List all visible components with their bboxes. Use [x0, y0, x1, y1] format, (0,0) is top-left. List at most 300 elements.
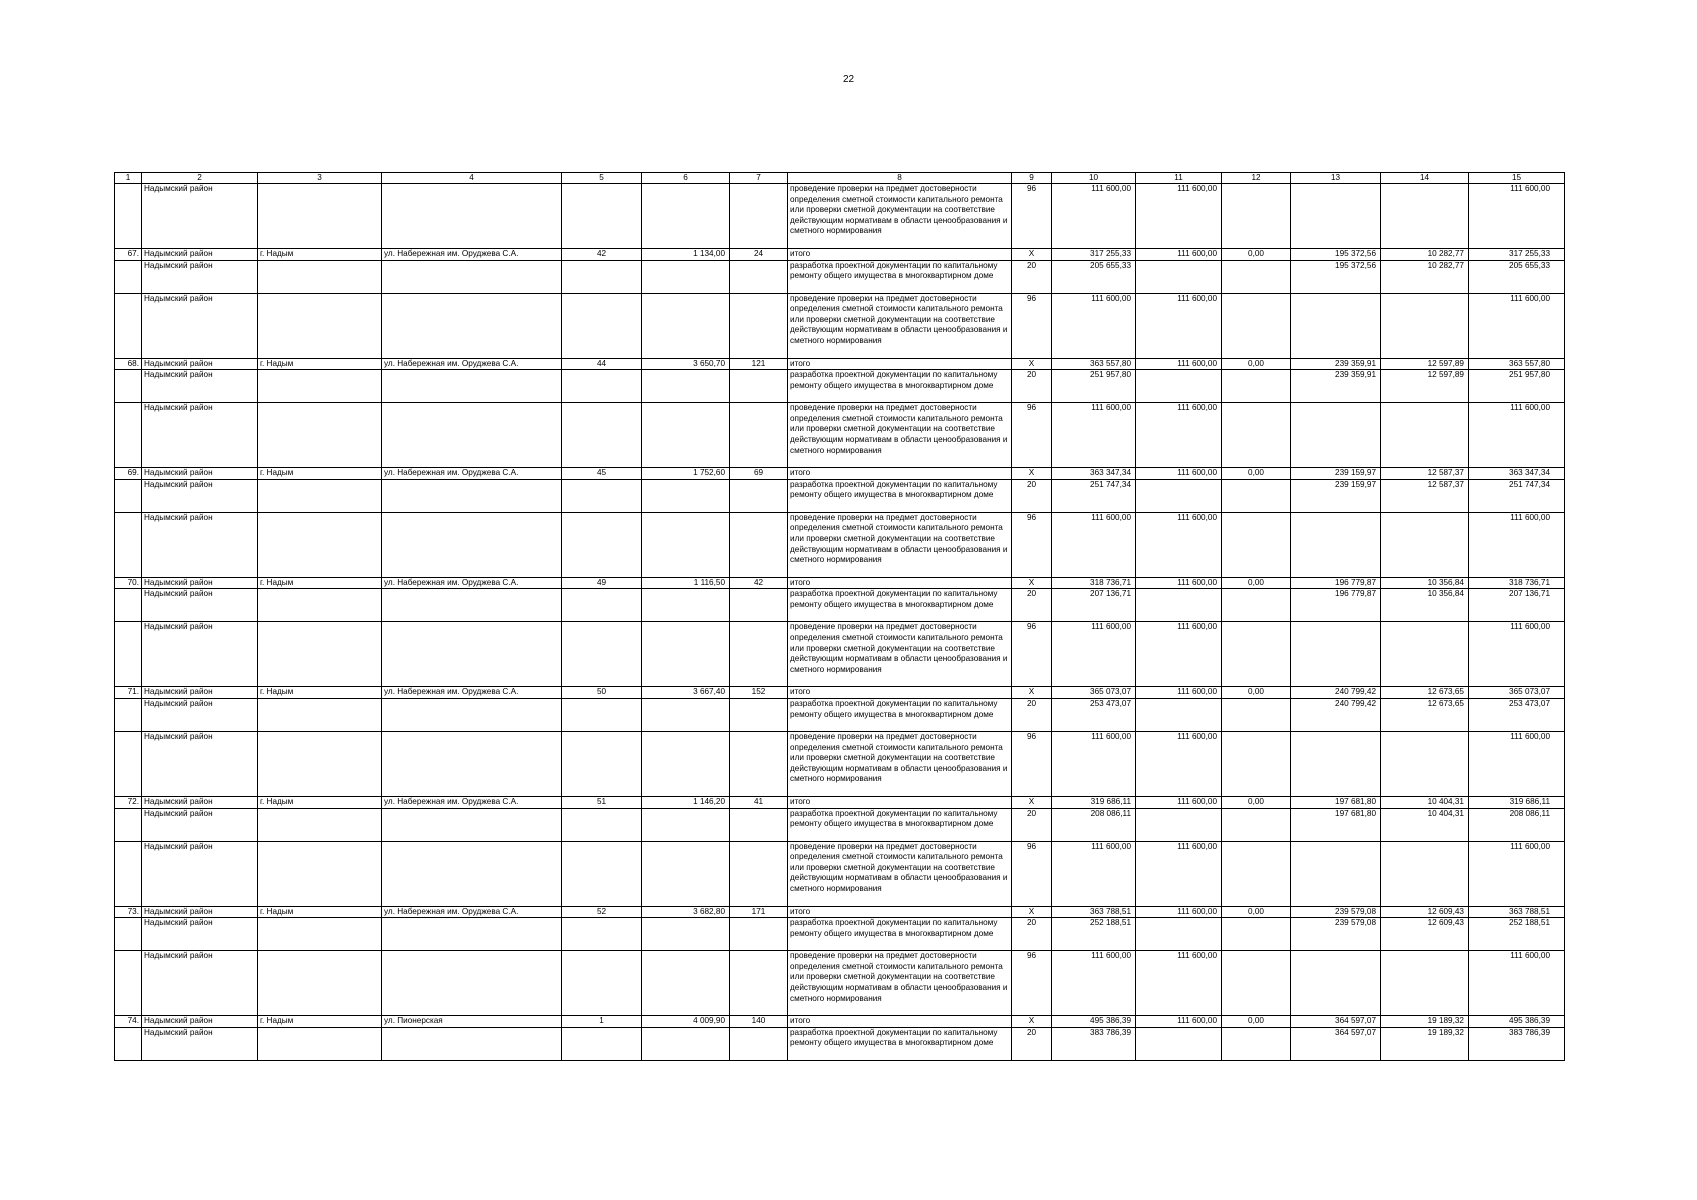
table-row: [115, 577, 1565, 589]
cell-subsidy: 197 681,80: [1291, 808, 1381, 841]
cell-num: [115, 731, 142, 796]
cell-city: г. Надым: [258, 577, 382, 589]
cell-total: 251 957,80: [1052, 370, 1136, 403]
cell-code: 20: [1012, 479, 1052, 512]
header-cell-fund: 11: [1136, 173, 1222, 184]
cell-work: итого: [788, 358, 1012, 370]
cell-city: г. Надым: [258, 468, 382, 480]
cell-work: проведение проверки на предмет достоверности определения сметной стоимости капитального ремонта или проверки сметной документации на соответствие действующим нормативам в области ценообразования и сметного нормирования: [788, 731, 1012, 796]
cell-subsidy: 240 799,42: [1291, 687, 1381, 699]
cell-area: [642, 479, 730, 512]
cell-work: проведение проверки на предмет достоверности определения сметной стоимости капитального ремонта или проверки сметной документации на соответствие действующим нормативам в области ценообразования и сметного нормирования: [788, 293, 1012, 358]
cell-street: ул. Набережная им. Оруджева С.А.: [382, 358, 562, 370]
cell-fund: 111 600,00: [1136, 249, 1222, 261]
cell-work: проведение проверки на предмет достоверности определения сметной стоимости капитального ремонта или проверки сметной документации на соответствие действующим нормативам в области ценообразования и сметного нормирования: [788, 622, 1012, 687]
table-row: [115, 622, 1565, 687]
cell-district: Надымский район: [142, 841, 258, 906]
cell-fund: 111 600,00: [1136, 293, 1222, 358]
cell-fund: 111 600,00: [1136, 622, 1222, 687]
cell-street: [382, 808, 562, 841]
cell-code: 96: [1012, 841, 1052, 906]
header-cell-residents: 7: [730, 173, 788, 184]
cell-sum: 318 736,71: [1469, 577, 1565, 589]
cell-subsidy: 239 159,97: [1291, 468, 1381, 480]
cell-residents: [730, 698, 788, 731]
cell-city: г. Надым: [258, 796, 382, 808]
cell-district: Надымский район: [142, 622, 258, 687]
cell-area: [642, 622, 730, 687]
cell-total: 111 600,00: [1052, 403, 1136, 468]
cell-subsidy: [1291, 293, 1381, 358]
cell-house: 44: [562, 358, 642, 370]
cell-code: 96: [1012, 512, 1052, 577]
cell-sum: 251 747,34: [1469, 479, 1565, 512]
header-row: [115, 173, 1565, 184]
cell-residents: 69: [730, 468, 788, 480]
cell-num: [115, 622, 142, 687]
cell-budget: 0,00: [1222, 796, 1291, 808]
cell-city: [258, 808, 382, 841]
cell-sum: 111 600,00: [1469, 731, 1565, 796]
cell-work: проведение проверки на предмет достоверности определения сметной стоимости капитального ремонта или проверки сметной документации на соответствие действующим нормативам в области ценообразования и сметного нормирования: [788, 512, 1012, 577]
cell-sum: 205 655,33: [1469, 260, 1565, 293]
cell-total: 208 086,11: [1052, 808, 1136, 841]
cell-sum: 252 188,51: [1469, 918, 1565, 951]
cell-code: 20: [1012, 698, 1052, 731]
cell-residents: 171: [730, 906, 788, 918]
cell-house: 42: [562, 249, 642, 261]
cell-budget: [1222, 293, 1291, 358]
cell-district: Надымский район: [142, 1027, 258, 1060]
cell-work: итого: [788, 1016, 1012, 1028]
cell-work: итого: [788, 796, 1012, 808]
cell-budget: 0,00: [1222, 906, 1291, 918]
table-row: [115, 293, 1565, 358]
cell-street: [382, 403, 562, 468]
cell-cofin: 12 609,43: [1381, 918, 1469, 951]
cell-fund: [1136, 698, 1222, 731]
cell-street: [382, 184, 562, 249]
cell-total: 111 600,00: [1052, 622, 1136, 687]
table-row: [115, 918, 1565, 951]
cell-house: [562, 841, 642, 906]
cell-total: 111 600,00: [1052, 293, 1136, 358]
cell-work: проведение проверки на предмет достоверности определения сметной стоимости капитального ремонта или проверки сметной документации на соответствие действующим нормативам в области ценообразования и сметного нормирования: [788, 841, 1012, 906]
cell-work: проведение проверки на предмет достоверности определения сметной стоимости капитального ремонта или проверки сметной документации на соответствие действующим нормативам в области ценообразования и сметного нормирования: [788, 184, 1012, 249]
cell-sum: 495 386,39: [1469, 1016, 1565, 1028]
cell-cofin: [1381, 951, 1469, 1016]
cell-code: X: [1012, 796, 1052, 808]
cell-house: [562, 403, 642, 468]
cell-num: [115, 698, 142, 731]
cell-street: ул. Набережная им. Оруджева С.А.: [382, 468, 562, 480]
page-number: 22: [842, 74, 855, 85]
cell-house: [562, 731, 642, 796]
cell-district: Надымский район: [142, 698, 258, 731]
cell-budget: [1222, 951, 1291, 1016]
cell-subsidy: [1291, 731, 1381, 796]
cell-num: 67.: [115, 249, 142, 261]
header-cell-city: 3: [258, 173, 382, 184]
cell-house: [562, 918, 642, 951]
cell-sum: 111 600,00: [1469, 293, 1565, 358]
cell-area: [642, 512, 730, 577]
cell-cofin: 12 597,89: [1381, 370, 1469, 403]
cell-num: 72.: [115, 796, 142, 808]
cell-residents: [730, 479, 788, 512]
cell-area: [642, 260, 730, 293]
cell-code: 96: [1012, 951, 1052, 1016]
cell-district: Надымский район: [142, 358, 258, 370]
cell-total: 317 255,33: [1052, 249, 1136, 261]
header-cell-num: 1: [115, 173, 142, 184]
table-row: [115, 1027, 1565, 1060]
cell-num: [115, 260, 142, 293]
cell-code: 20: [1012, 260, 1052, 293]
cell-total: 111 600,00: [1052, 512, 1136, 577]
cell-district: Надымский район: [142, 512, 258, 577]
table-row: [115, 589, 1565, 622]
cell-house: [562, 479, 642, 512]
header-cell-street: 4: [382, 173, 562, 184]
table-row: [115, 479, 1565, 512]
cell-city: [258, 589, 382, 622]
cell-cofin: 10 404,31: [1381, 796, 1469, 808]
cell-num: [115, 479, 142, 512]
cell-code: 20: [1012, 370, 1052, 403]
table-row: [115, 698, 1565, 731]
cell-code: X: [1012, 577, 1052, 589]
cell-district: Надымский район: [142, 808, 258, 841]
cell-num: 70.: [115, 577, 142, 589]
cell-total: 111 600,00: [1052, 841, 1136, 906]
header-cell-house: 5: [562, 173, 642, 184]
cell-budget: 0,00: [1222, 1016, 1291, 1028]
cell-cofin: [1381, 184, 1469, 249]
cell-district: Надымский район: [142, 184, 258, 249]
cell-area: 1 116,50: [642, 577, 730, 589]
cell-area: [642, 731, 730, 796]
cell-residents: [730, 293, 788, 358]
cell-sum: 319 686,11: [1469, 796, 1565, 808]
cell-subsidy: [1291, 512, 1381, 577]
cell-num: [115, 184, 142, 249]
cell-district: Надымский район: [142, 796, 258, 808]
cell-sum: 111 600,00: [1469, 512, 1565, 577]
cell-residents: [730, 918, 788, 951]
cell-work: разработка проектной документации по капитальному ремонту общего имущества в многоквартирном доме: [788, 260, 1012, 293]
cell-city: [258, 731, 382, 796]
cell-code: X: [1012, 687, 1052, 699]
cell-code: X: [1012, 906, 1052, 918]
cell-district: Надымский район: [142, 731, 258, 796]
cell-sum: 383 786,39: [1469, 1027, 1565, 1060]
cell-code: X: [1012, 358, 1052, 370]
cell-area: 3 650,70: [642, 358, 730, 370]
cell-subsidy: 196 779,87: [1291, 589, 1381, 622]
cell-area: 4 009,90: [642, 1016, 730, 1028]
table-row: [115, 512, 1565, 577]
cell-num: 71.: [115, 687, 142, 699]
cell-fund: 111 600,00: [1136, 841, 1222, 906]
cell-street: [382, 698, 562, 731]
cell-area: [642, 1027, 730, 1060]
table-row: [115, 1016, 1565, 1028]
cell-num: [115, 1027, 142, 1060]
cell-sum: 111 600,00: [1469, 403, 1565, 468]
cell-district: Надымский район: [142, 589, 258, 622]
cell-cofin: [1381, 841, 1469, 906]
table-row: [115, 468, 1565, 480]
cell-house: [562, 589, 642, 622]
cell-num: 68.: [115, 358, 142, 370]
cell-city: г. Надым: [258, 1016, 382, 1028]
table-row: [115, 260, 1565, 293]
cell-cofin: 10 282,77: [1381, 260, 1469, 293]
cell-street: [382, 918, 562, 951]
cell-num: [115, 918, 142, 951]
cell-area: [642, 293, 730, 358]
cell-residents: [730, 403, 788, 468]
cell-street: ул. Набережная им. Оруджева С.А.: [382, 577, 562, 589]
cell-area: [642, 403, 730, 468]
cell-subsidy: 239 159,97: [1291, 479, 1381, 512]
cell-street: [382, 951, 562, 1016]
cell-fund: 111 600,00: [1136, 577, 1222, 589]
cell-cofin: 12 587,37: [1381, 468, 1469, 480]
cell-cofin: 10 282,77: [1381, 249, 1469, 261]
cell-total: 318 736,71: [1052, 577, 1136, 589]
cell-fund: [1136, 1027, 1222, 1060]
cell-work: разработка проектной документации по капитальному ремонту общего имущества в многоквартирном доме: [788, 589, 1012, 622]
cell-total: 207 136,71: [1052, 589, 1136, 622]
cell-residents: [730, 841, 788, 906]
cell-subsidy: [1291, 184, 1381, 249]
cell-num: [115, 370, 142, 403]
cell-city: г. Надым: [258, 358, 382, 370]
cell-subsidy: [1291, 841, 1381, 906]
cell-budget: [1222, 512, 1291, 577]
cell-total: 363 557,80: [1052, 358, 1136, 370]
cell-city: [258, 698, 382, 731]
cell-city: [258, 1027, 382, 1060]
cell-fund: 111 600,00: [1136, 184, 1222, 249]
table-row: [115, 808, 1565, 841]
cell-subsidy: 197 681,80: [1291, 796, 1381, 808]
cell-fund: 111 600,00: [1136, 468, 1222, 480]
cell-city: [258, 622, 382, 687]
cell-cofin: [1381, 622, 1469, 687]
cell-city: [258, 293, 382, 358]
cell-cofin: 10 404,31: [1381, 808, 1469, 841]
cell-sum: 363 788,51: [1469, 906, 1565, 918]
cell-fund: 111 600,00: [1136, 906, 1222, 918]
cell-cofin: [1381, 403, 1469, 468]
cell-num: 69.: [115, 468, 142, 480]
cell-residents: 140: [730, 1016, 788, 1028]
cell-total: 383 786,39: [1052, 1027, 1136, 1060]
cell-residents: [730, 589, 788, 622]
cell-code: X: [1012, 468, 1052, 480]
cell-subsidy: 239 579,08: [1291, 906, 1381, 918]
cell-city: г. Надым: [258, 249, 382, 261]
cell-work: итого: [788, 577, 1012, 589]
cell-total: 205 655,33: [1052, 260, 1136, 293]
cell-area: 3 667,40: [642, 687, 730, 699]
cell-city: [258, 370, 382, 403]
cell-work: проведение проверки на предмет достоверности определения сметной стоимости капитального ремонта или проверки сметной документации на соответствие действующим нормативам в области ценообразования и сметного нормирования: [788, 403, 1012, 468]
cell-budget: [1222, 731, 1291, 796]
cell-house: [562, 260, 642, 293]
cell-subsidy: 240 799,42: [1291, 698, 1381, 731]
cell-city: [258, 918, 382, 951]
cell-code: 96: [1012, 184, 1052, 249]
cell-fund: 111 600,00: [1136, 796, 1222, 808]
cell-sum: 208 086,11: [1469, 808, 1565, 841]
cell-street: [382, 1027, 562, 1060]
cell-work: разработка проектной документации по капитальному ремонту общего имущества в многоквартирном доме: [788, 918, 1012, 951]
cell-budget: [1222, 698, 1291, 731]
cell-total: 111 600,00: [1052, 184, 1136, 249]
cell-budget: 0,00: [1222, 249, 1291, 261]
cell-residents: [730, 512, 788, 577]
cell-street: ул. Набережная им. Оруджева С.А.: [382, 796, 562, 808]
cell-district: Надымский район: [142, 370, 258, 403]
cell-code: 20: [1012, 808, 1052, 841]
cell-district: Надымский район: [142, 906, 258, 918]
cell-sum: 111 600,00: [1469, 184, 1565, 249]
cell-fund: [1136, 370, 1222, 403]
cell-total: 363 788,51: [1052, 906, 1136, 918]
header-cell-code: 9: [1012, 173, 1052, 184]
cell-area: [642, 698, 730, 731]
cell-code: X: [1012, 249, 1052, 261]
cell-street: [382, 293, 562, 358]
cell-work: итого: [788, 468, 1012, 480]
cell-street: ул. Набережная им. Оруджева С.А.: [382, 249, 562, 261]
cell-fund: 111 600,00: [1136, 951, 1222, 1016]
cell-fund: 111 600,00: [1136, 687, 1222, 699]
cell-residents: [730, 184, 788, 249]
cell-area: 1 134,00: [642, 249, 730, 261]
cell-area: 3 682,80: [642, 906, 730, 918]
cell-total: 319 686,11: [1052, 796, 1136, 808]
cell-cofin: 12 673,65: [1381, 687, 1469, 699]
cell-residents: [730, 1027, 788, 1060]
cell-cofin: 10 356,84: [1381, 577, 1469, 589]
table-row: [115, 951, 1565, 1016]
cell-district: Надымский район: [142, 293, 258, 358]
cell-cofin: 19 189,32: [1381, 1027, 1469, 1060]
cell-sum: 111 600,00: [1469, 841, 1565, 906]
cell-city: [258, 260, 382, 293]
cell-total: 365 073,07: [1052, 687, 1136, 699]
cell-city: [258, 841, 382, 906]
table-row: [115, 796, 1565, 808]
cell-num: [115, 403, 142, 468]
cell-budget: 0,00: [1222, 468, 1291, 480]
cell-sum: 111 600,00: [1469, 951, 1565, 1016]
header-cell-district: 2: [142, 173, 258, 184]
cell-sum: 365 073,07: [1469, 687, 1565, 699]
cell-street: [382, 370, 562, 403]
cell-residents: 121: [730, 358, 788, 370]
cell-residents: 152: [730, 687, 788, 699]
cell-house: 1: [562, 1016, 642, 1028]
cell-district: Надымский район: [142, 249, 258, 261]
cell-area: [642, 951, 730, 1016]
cell-work: итого: [788, 906, 1012, 918]
cell-district: Надымский район: [142, 479, 258, 512]
cell-district: Надымский район: [142, 687, 258, 699]
cell-area: [642, 184, 730, 249]
cell-house: [562, 512, 642, 577]
table-row: [115, 403, 1565, 468]
cell-budget: [1222, 1027, 1291, 1060]
cell-street: [382, 260, 562, 293]
cell-code: 20: [1012, 1027, 1052, 1060]
cell-house: [562, 951, 642, 1016]
cell-cofin: [1381, 731, 1469, 796]
cell-fund: [1136, 918, 1222, 951]
table-row: [115, 906, 1565, 918]
cell-fund: [1136, 479, 1222, 512]
cell-budget: [1222, 260, 1291, 293]
cell-work: разработка проектной документации по капитальному ремонту общего имущества в многоквартирном доме: [788, 479, 1012, 512]
cell-work: итого: [788, 249, 1012, 261]
cell-subsidy: 239 359,91: [1291, 370, 1381, 403]
cell-fund: [1136, 589, 1222, 622]
header-cell-subsidy: 13: [1291, 173, 1381, 184]
cell-total: 495 386,39: [1052, 1016, 1136, 1028]
header-cell-area: 6: [642, 173, 730, 184]
cell-residents: 42: [730, 577, 788, 589]
cell-street: [382, 479, 562, 512]
table-row: [115, 184, 1565, 249]
cell-residents: [730, 808, 788, 841]
cell-street: [382, 731, 562, 796]
cell-district: Надымский район: [142, 260, 258, 293]
cell-cofin: [1381, 293, 1469, 358]
cell-num: [115, 808, 142, 841]
cell-house: [562, 698, 642, 731]
cell-code: 96: [1012, 403, 1052, 468]
cell-house: 52: [562, 906, 642, 918]
cell-area: [642, 918, 730, 951]
cell-code: 96: [1012, 622, 1052, 687]
cell-subsidy: 364 597,07: [1291, 1016, 1381, 1028]
cell-fund: [1136, 260, 1222, 293]
cell-district: Надымский район: [142, 1016, 258, 1028]
cell-district: Надымский район: [142, 577, 258, 589]
cell-fund: 111 600,00: [1136, 512, 1222, 577]
cell-street: [382, 622, 562, 687]
table-row: [115, 841, 1565, 906]
cell-house: [562, 1027, 642, 1060]
capital-repair-table: [114, 172, 1565, 1061]
cell-house: [562, 293, 642, 358]
cell-district: Надымский район: [142, 951, 258, 1016]
cell-subsidy: 195 372,56: [1291, 249, 1381, 261]
cell-district: Надымский район: [142, 468, 258, 480]
cell-num: 74.: [115, 1016, 142, 1028]
cell-work: проведение проверки на предмет достоверности определения сметной стоимости капитального ремонта или проверки сметной документации на соответствие действующим нормативам в области ценообразования и сметного нормирования: [788, 951, 1012, 1016]
cell-residents: 41: [730, 796, 788, 808]
cell-budget: [1222, 479, 1291, 512]
cell-code: 96: [1012, 293, 1052, 358]
cell-cofin: 12 609,43: [1381, 906, 1469, 918]
header-cell-work: 8: [788, 173, 1012, 184]
